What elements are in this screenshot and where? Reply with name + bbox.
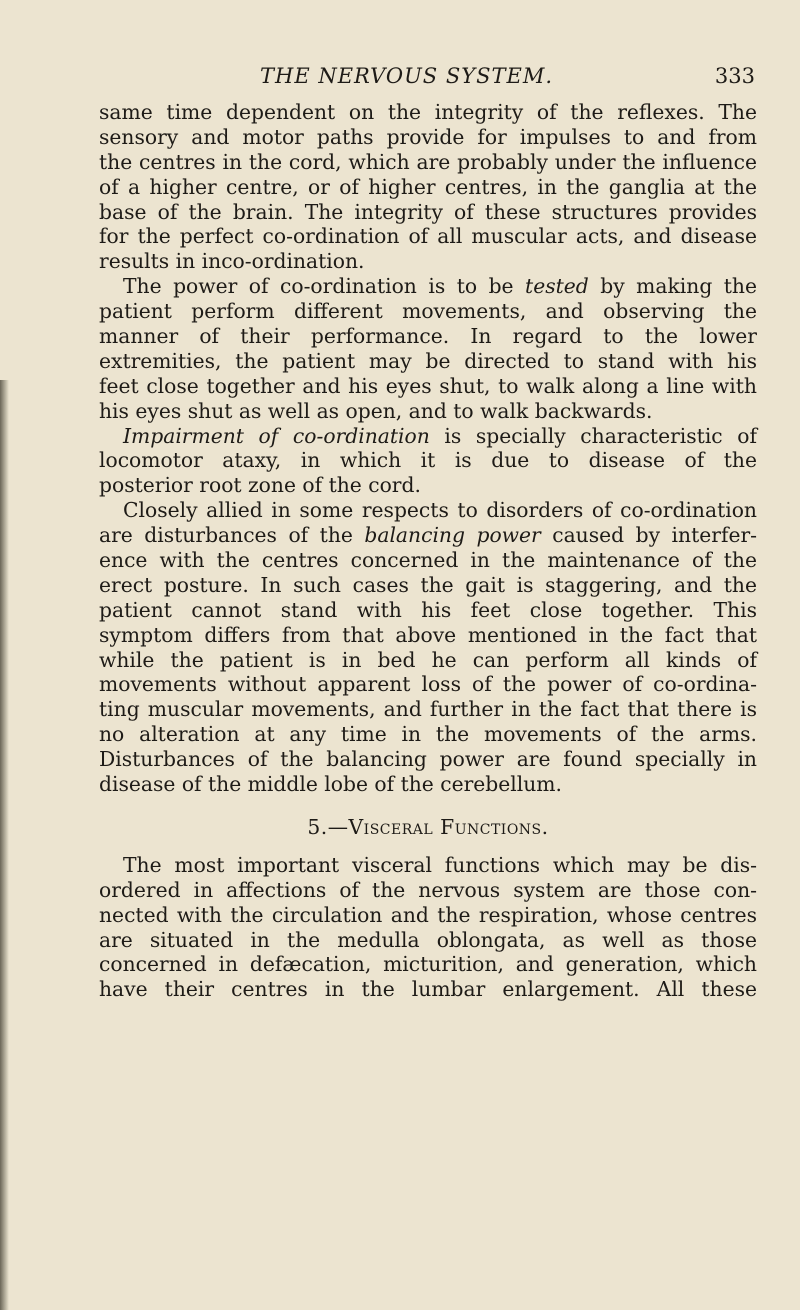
text-line: patient perform different movements, and observing the: [99, 299, 757, 324]
text-line: The most important visceral functions which may be dis-: [123, 852, 757, 877]
paragraph-reflexes: [99, 100, 757, 274]
text-line: Closely allied in some respects to disorders of co-ordination: [123, 498, 757, 523]
text-line: are situated in the medulla oblongata, as well as those: [99, 927, 757, 952]
body-text: [99, 100, 757, 1002]
paragraph-impairment: [99, 424, 757, 499]
text-line: sensory and motor paths provide for impulses to and from: [99, 124, 757, 149]
emphasis-tested: tested: [525, 274, 589, 299]
text-line: The power of co-ordination is to be tested by making the: [123, 274, 757, 299]
page-binding-edge: [0, 380, 9, 1310]
emphasis-impairment: Impairment of co-ordination: [123, 423, 430, 448]
text-line: ting muscular movements, and further in the fact that there is: [99, 697, 757, 722]
paragraph-visceral-functions: [99, 853, 757, 1002]
emphasis-balancing-power: balancing power: [364, 523, 541, 548]
text-line: while the patient is in bed he can perform all kinds of: [99, 647, 757, 672]
text-line: for the perfect co-ordination of all muscular acts, and disease: [99, 224, 757, 249]
paragraph-balancing-power: [99, 498, 757, 797]
text-line: erect posture. In such cases the gait is staggering, and the: [99, 572, 757, 597]
text-line: symptom differs from that above mentioned in the fact that: [99, 622, 757, 647]
text-line: patient cannot stand with his feet close together. This: [99, 597, 757, 622]
text-line: results in inco-ordination.: [99, 249, 365, 274]
text-line: feet close together and his eyes shut, to walk along a line with: [99, 373, 757, 398]
text-line: ence with the centres concerned in the maintenance of the: [99, 548, 757, 573]
text-line: Impairment of co-ordination is specially characteristic of: [123, 423, 757, 448]
text-line: posterior root zone of the cord.: [99, 473, 421, 498]
page-number: 333: [714, 64, 755, 88]
text-line: concerned in defæcation, micturition, and generation, which: [99, 952, 757, 977]
page-header: [100, 64, 755, 94]
text-line: the centres in the cord, which are probably under the influence: [99, 149, 757, 174]
text-line: locomotor ataxy, in which it is due to disease of the: [99, 448, 757, 473]
text-line: extremities, the patient may be directed to stand with his: [99, 348, 757, 373]
paragraph-coordination-testing: [99, 274, 757, 423]
text-line: disease of the middle lobe of the cerebellum.: [99, 772, 562, 797]
text-line: nected with the circulation and the respiration, whose centres: [99, 902, 757, 927]
text-line: same time dependent on the integrity of the reflexes. The: [99, 100, 757, 124]
text-line: are disturbances of the balancing power caused by interfer-: [99, 523, 758, 548]
text-line: Disturbances of the balancing power are found specially in: [99, 747, 757, 772]
text-line: his eyes shut as well as open, and to walk backwards.: [99, 398, 653, 423]
running-title: THE NERVOUS SYSTEM.: [260, 64, 554, 88]
section-heading: 5.—Visceral Functions.: [307, 814, 549, 839]
text-line: base of the brain. The integrity of these structures provides: [99, 199, 757, 224]
text-line: ordered in affections of the nervous system are those con-: [99, 877, 757, 902]
text-line: movements without apparent loss of the power of co-ordina-: [99, 672, 757, 697]
text-line: no alteration at any time in the movements of the arms.: [99, 722, 757, 747]
text-line: manner of their performance. In regard to the lower: [99, 324, 757, 349]
text-line: of a higher centre, or of higher centres, in the ganglia at the: [99, 174, 757, 199]
text-line: have their centres in the lumbar enlargement. All these: [99, 977, 757, 1002]
